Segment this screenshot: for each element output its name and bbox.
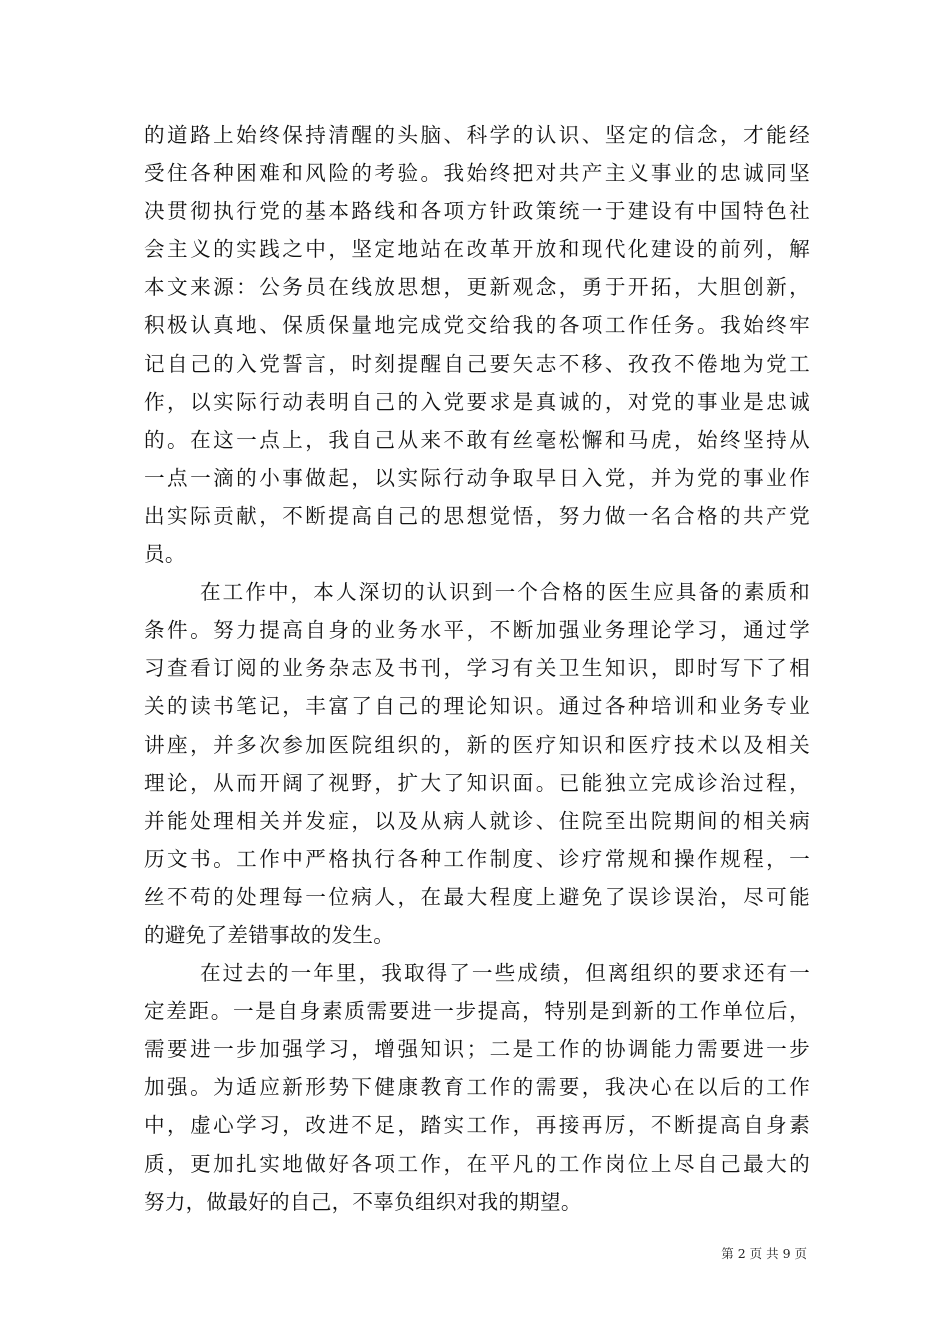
text-line: 需要进一步加强学习，增强知识；二是工作的协调能力需要进一步	[144, 1037, 810, 1062]
text-line: 质，更加扎实地做好各项工作，在平凡的工作岗位上尽自己最大的	[144, 1151, 810, 1176]
text-line: 作，以实际行动表明自己的入党要求是真诚的，对党的事业是忠诚	[144, 389, 810, 414]
text-line: 出实际贡献，不断提高自己的思想觉悟，努力做一名合格的共产党	[144, 503, 810, 528]
text-line: 努力，做最好的自己，不辜负组织对我的期望。	[144, 1189, 582, 1214]
text-line: 决贯彻执行党的基本路线和各项方针政策统一于建设有中国特色社	[144, 199, 810, 224]
text-line: 丝不苟的处理每一位病人，在最大程度上避免了误诊误治，尽可能	[144, 884, 810, 909]
text-line: 受住各种困难和风险的考验。我始终把对共产主义事业的忠诚同坚	[144, 161, 810, 186]
text-line: 讲座，并多次参加医院组织的，新的医疗知识和医疗技术以及相关	[144, 732, 810, 757]
text-line: 的道路上始终保持清醒的头脑、科学的认识、坚定的信念，才能经	[144, 123, 810, 147]
text-line: 历文书。工作中严格执行各种工作制度、诊疗常规和操作规程，一	[144, 846, 810, 871]
text-line: 关的读书笔记，丰富了自己的理论知识。通过各种培训和业务专业	[144, 694, 810, 719]
text-line: 积极认真地、保质保量地完成党交给我的各项工作任务。我始终牢	[144, 313, 810, 338]
text-line: 定差距。一是自身素质需要进一步提高，特别是到新的工作单位后，	[144, 999, 810, 1024]
body-text	[144, 116, 810, 1221]
text-line: 的避免了差错事故的发生。	[144, 922, 395, 947]
page-number: 第 2 页 共 9 页	[721, 1246, 807, 1261]
text-line: 一点一滴的小事做起，以实际行动争取早日入党，并为党的事业作	[144, 465, 810, 490]
text-line: 本文来源：公务员在线放思想，更新观念，勇于开拓，大胆创新，	[144, 275, 810, 300]
text-line: 在工作中，本人深切的认识到一个合格的医生应具备的素质和	[200, 580, 810, 605]
text-line: 的。在这一点上，我自己从来不敢有丝毫松懈和马虎，始终坚持从	[144, 427, 810, 452]
text-line: 中，虚心学习，改进不足，踏实工作，再接再厉，不断提高自身素	[144, 1113, 810, 1138]
text-line: 员。	[144, 542, 186, 567]
text-line: 加强。为适应新形势下健康教育工作的需要，我决心在以后的工作	[144, 1075, 810, 1100]
text-line: 在过去的一年里，我取得了一些成绩，但离组织的要求还有一	[200, 961, 810, 986]
text-line: 条件。努力提高自身的业务水平，不断加强业务理论学习，通过学	[144, 618, 810, 643]
text-line: 会主义的实践之中，坚定地站在改革开放和现代化建设的前列，解	[144, 237, 810, 262]
text-line: 并能处理相关并发症，以及从病人就诊、住院至出院期间的相关病	[144, 808, 810, 833]
text-line: 记自己的入党誓言，时刻提醒自己要矢志不移、孜孜不倦地为党工	[144, 351, 810, 376]
text-line: 理论，从而开阔了视野，扩大了知识面。已能独立完成诊治过程，	[144, 770, 810, 795]
text-line: 习查看订阅的业务杂志及书刊，学习有关卫生知识，即时写下了相	[144, 656, 810, 681]
